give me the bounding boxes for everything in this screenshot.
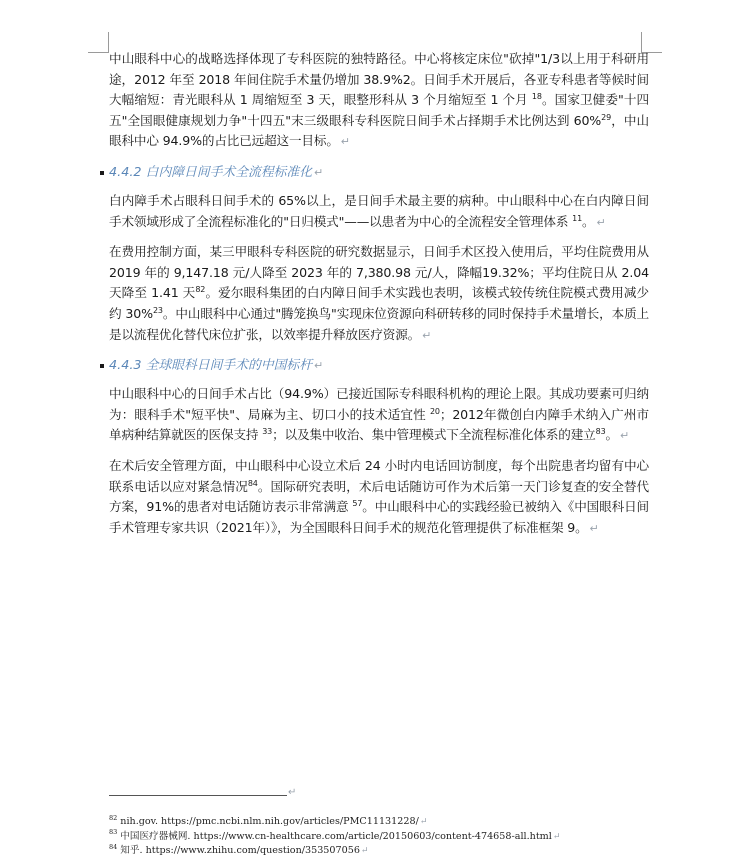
footnote-84[interactable]: $^{84}$ 知乎. https://www.zhihu.com/question/353507056↵ xyxy=(109,843,369,857)
citation: 84 xyxy=(247,478,258,488)
paragraph-mark: ↵ xyxy=(422,328,432,342)
paragraph: 白内障手术占眼科日间手术的 65%以上，是日间手术最主要的病种。中山眼科中心在白内障日间手术领域形成了全流程标准化的"日归模式"——以患者为中心的全流程安全管理体系 $^{11}$。 ↵ xyxy=(109,192,649,229)
citation: 57 xyxy=(352,498,363,508)
citation: 20 xyxy=(429,406,440,416)
heading-bullet-icon xyxy=(100,364,104,368)
paragraph-mark: ↵ xyxy=(340,135,350,149)
section-title: 全球眼科日间手术的中国标杆 xyxy=(145,358,312,374)
document-body xyxy=(109,49,649,548)
citation: 23 xyxy=(152,305,163,315)
paragraph: 在术后安全管理方面，中山眼科中心设立术后 24 小时内电话回访制度，每个出院患者均留有中心联系电话以应对紧急情况$^{84}$。国际研究表明，术后电话随访可作为术后第一天门诊复查的安全替代方案，91%的患者对电话随访表示非常满意 $^{57}$。中山眼科中心的实践经验已被纳入《中国眼科日间手术管理专家共识（2021年）》，为全国眼科日间手术的规范化管理提供了标准框架 9。 ↵ xyxy=(109,457,649,535)
footnote-82[interactable]: $^{82}$ nih.gov. https://pmc.ncbi.nlm.nih.gov/articles/PMC11131228/↵ xyxy=(109,813,428,827)
paragraph-mark: ↵ xyxy=(288,787,297,798)
section-number: 4.4.3 xyxy=(109,358,142,374)
footnote-separator xyxy=(109,795,287,796)
citation: 33 xyxy=(262,427,273,437)
citation: 82 xyxy=(195,285,206,295)
footnote-83[interactable]: $^{83}$ 中国医疗器械网. https://www.cn-healthcare.com/article/20150603/content-474658-all.html↵ xyxy=(109,828,561,842)
crop-mark-top-left xyxy=(88,32,109,53)
section-title: 白内障日间手术全流程标准化 xyxy=(145,164,312,180)
paragraph-mark: ↵ xyxy=(596,215,606,229)
paragraph-intro: 中山眼科中心的战略选择体现了专科医院的独特路径。中心将核定床位"砍掉"1/3以上用于科研用途，2012 年至 2018 年间住院手术量仍增加 38.9%2。日间手术开展后，各亚专科患者等候时间大幅缩短：青光眼科从 1 周缩短至 3 天，眼整形科从 3 个月缩短至 1 个月 $^{18}$。国家卫健委"十四五"全国眼健康规划力争"十四五"末三级眼科专科医院日间手术占择期手术比例达到 60%$^{29}$，中山眼科中心 94.9%的占比已远超这一目标。 ↵ xyxy=(109,51,649,149)
footnotes xyxy=(109,815,669,859)
heading-bullet-icon xyxy=(100,171,104,175)
paragraph: 中山眼科中心的日间手术占比（94.9%）已接近国际专科眼科机构的理论上限。其成功要素可归纳为：眼科手术"短平快"、局麻为主、切口小的技术适宜性 $^{20}$；2012年微创白内障手术纳入广州市单病种结算就医的医保支持 $^{33}$；以及集中收治、集中管理模式下全流程标准化体系的建立$^{83}$。 ↵ xyxy=(109,386,649,443)
citation: 18 xyxy=(531,92,542,101)
section-heading-4-4-2[interactable] xyxy=(109,163,649,183)
citation: 29 xyxy=(601,112,612,122)
paragraph-mark: ↵ xyxy=(360,846,369,857)
section-number: 4.4.2 xyxy=(109,164,142,180)
paragraph-mark: ↵ xyxy=(314,359,324,373)
paragraph-mark: ↵ xyxy=(419,817,428,827)
paragraph-mark: ↵ xyxy=(619,429,630,443)
paragraph: 在费用控制方面，某三甲眼科专科医院的研究数据显示，日间手术区投入使用后，平均住院费用从 2019 年的 9,147.18 元/人降至 2023 年的 7,380.98 元/人，降幅19.32%；平均住院日从 2.04 天降至 1.41 天$^{82}$。爱尔眼科集团的白内障日间手术实践也表明，该模式较传统住院模式费用减少约 30%$^{23}$。中山眼科中心通过"腾笼换鸟"实现床位资源向科研转移的同时保持手术量增长，本质上是以流程优化替代床位扩张，以效率提升释放医疗资源。 ↵ xyxy=(109,244,650,342)
section-heading-4-4-3[interactable] xyxy=(109,356,649,376)
citation: 11 xyxy=(572,213,583,223)
citation: 83 xyxy=(595,427,606,437)
paragraph-mark: ↵ xyxy=(314,165,324,179)
paragraph-mark: ↵ xyxy=(552,831,561,842)
paragraph-mark: ↵ xyxy=(589,521,599,535)
